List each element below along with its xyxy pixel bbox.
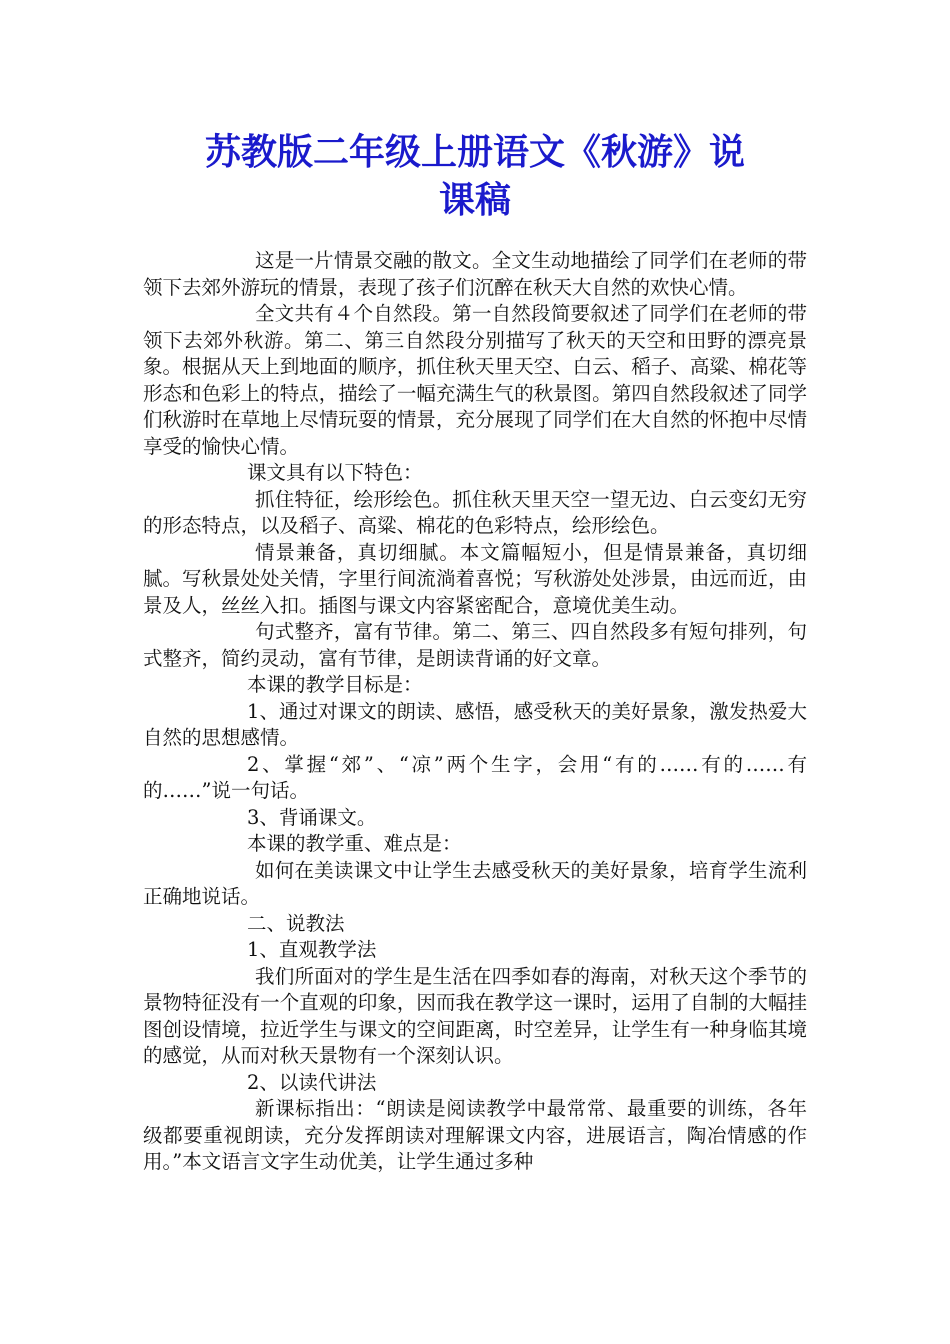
paragraph: 全文共有４个自然段。第一自然段简要叙述了同学们在老师的带领下去郊外秋游。第二、第三自然段分别描写了秋天的天空和田野的漂亮景象。根据从天上到地面的顺序，抓住秋天里天空、白云、稻子、高粱、棉花等形态和色彩上的特点，描绘了一幅充满生气的秋景图。第四自然段叙述了同学们秋游时在草地上尽情玩耍的情景，充分展现了同学们在大自然的怀抱中尽情享受的愉快心情。 (143, 302, 807, 458)
paragraph: 1、通过对课文的朗读、感悟，感受秋天的美好景象，激发热爱大自然的思想感情。 (143, 699, 807, 749)
paragraph: 新课标指出：“朗读是阅读教学中最常常、最重要的训练，各年级都要重视朗读，充分发挥朗读对理解课文内容，进展语言，陶冶情感的作用。”本文语言文字生动优美，让学生通过多种 (143, 1097, 807, 1173)
paragraph: 如何在美读课文中让学生去感受秋天的美好景象，培育学生流利正确地说话。 (143, 858, 807, 908)
paragraph: 3、背诵课文。 (247, 805, 377, 829)
title-line-1: 苏教版二年级上册语文《秋游》说 (204, 131, 745, 173)
paragraph: 2、掌握“郊”、“凉”两个生字，会用“有的……有的……有的……”说一句话。 (143, 752, 807, 802)
paragraph: 1、直观教学法 (247, 938, 377, 961)
paragraph: 抓住特征，绘形绘色。抓住秋天里天空一望无边、白云变幻无穷的形态特点，以及稻子、高粱、棉花的色彩特点，绘形绘色。 (143, 487, 807, 537)
document-title (100, 128, 850, 224)
paragraph: 情景兼备，真切细腻。本文篇幅短小，但是情景兼备，真切细腻。写秋景处处关情，字里行间流淌着喜悦；写秋游处处涉景，由远而近，由景及人，丝丝入扣。插图与课文内容紧密配合，意境优美生动。 (143, 540, 807, 617)
paragraph: 本课的教学重、难点是： (247, 832, 462, 855)
paragraph: 句式整齐，富有节律。第二、第三、四自然段多有短句排列，句式整齐，简约灵动，富有节律，是朗读背诵的好文章。 (143, 620, 807, 670)
title-line-2: 课稿 (438, 179, 511, 221)
paragraph: 2、以读代讲法 (247, 1070, 377, 1094)
paragraph: 这是一片情景交融的散文。全文生动地描绘了同学们在老师的带领下去郊外游玩的情景，表现了孩子们沉醉在秋天大自然的欢快心情。 (143, 249, 807, 299)
paragraph: 本课的教学目标是： (247, 673, 423, 696)
paragraph: 课文具有以下特色： (247, 461, 423, 484)
paragraph: 我们所面对的学生是生活在四季如春的海南，对秋天这个季节的景物特征没有一个直观的印象，因而我在教学这一课时，运用了自制的大幅挂图创设情境，拉近学生与课文的空间距离，时空差异，让学生有一种身临其境的感觉，从而对秋天景物有一个深刻认识。 (143, 964, 807, 1067)
paragraph: 二、说教法 (247, 911, 345, 935)
document-body (143, 248, 807, 1176)
